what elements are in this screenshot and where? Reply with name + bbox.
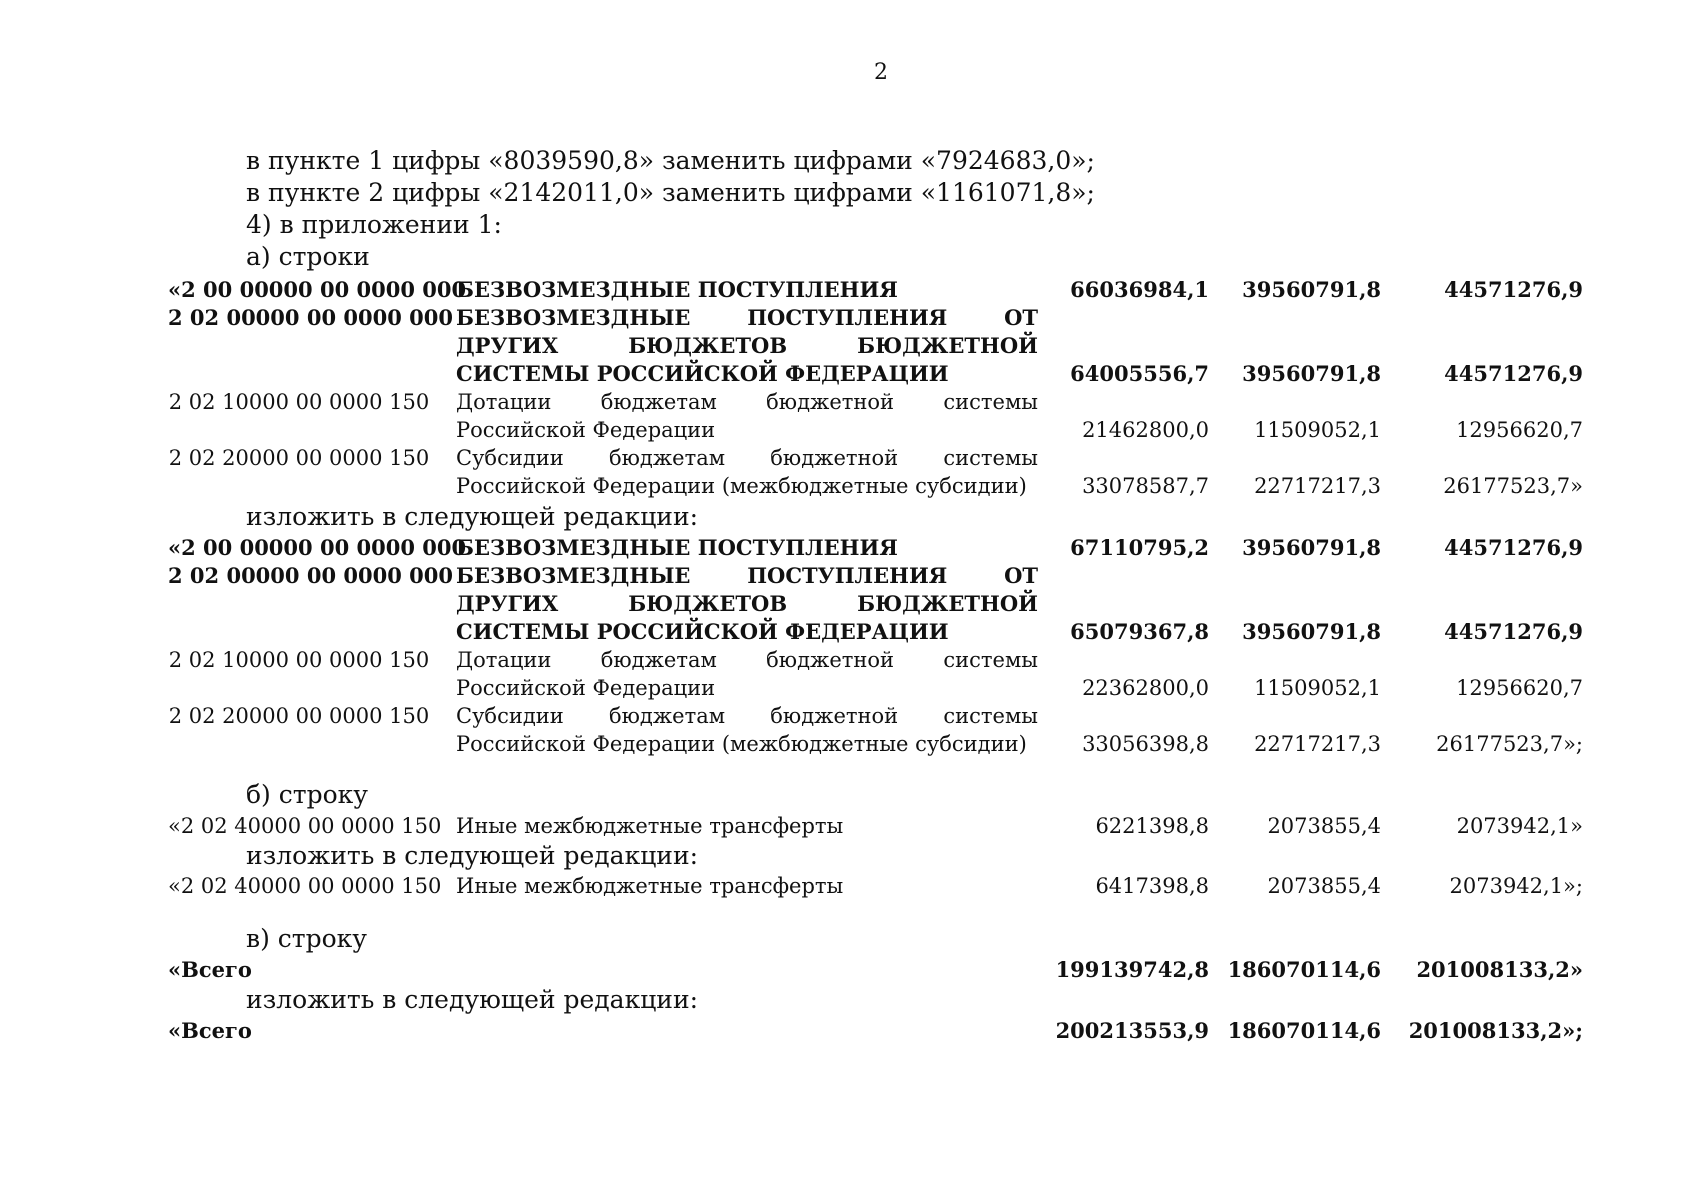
row-value-3: 2073942,1» [1456, 814, 1583, 838]
row-description: БЕЗВОЗМЕЗДНЫЕ ПОСТУПЛЕНИЯ ОТ ДРУГИХ БЮДЖЕТОВ БЮДЖЕТНОЙ СИСТЕМЫ РОССИЙСКОЙ ФЕДЕРАЦИИ [456, 305, 1038, 386]
row-value-2: 39560791,8 [1242, 535, 1381, 560]
amend-paragraph-2: в пункте 2 цифры «2142011,0» заменить цифрами «1161071,8»; [246, 178, 1095, 207]
subsection-b-heading: б) строку [246, 780, 368, 809]
total-label: «Всего [168, 1018, 252, 1043]
amend-paragraph-1: в пункте 1 цифры «8039590,8» заменить цифрами «7924683,0»; [246, 146, 1095, 175]
row-value-2: 186070114,6 [1227, 1018, 1381, 1043]
replacement-heading-a: изложить в следующей редакции: [246, 502, 699, 531]
row-value-1: 22362800,0 [1082, 676, 1209, 700]
row-code: «2 02 40000 00 0000 150 [168, 874, 442, 898]
row-value-3: 12956620,7 [1456, 676, 1583, 700]
row-description: БЕЗВОЗМЕЗДНЫЕ ПОСТУПЛЕНИЯ [456, 535, 898, 560]
row-value-2: 22717217,3 [1254, 474, 1381, 498]
row-code: 2 02 10000 00 0000 150 [168, 648, 430, 672]
replacement-heading-b: изложить в следующей редакции: [246, 841, 699, 870]
row-description: Дотации бюджетам бюджетной системы Российской Федерации [456, 390, 1038, 442]
row-value-2: 22717217,3 [1254, 732, 1381, 756]
row-value-1: 33056398,8 [1082, 732, 1209, 756]
row-value-1: 65079367,8 [1070, 619, 1209, 644]
row-value-3: 44571276,9 [1444, 535, 1583, 560]
row-value-1: 33078587,7 [1082, 474, 1209, 498]
row-value-3: 201008133,2»; [1408, 1018, 1583, 1043]
page-number: 2 [874, 60, 888, 85]
row-value-3: 2073942,1»; [1449, 874, 1583, 898]
row-value-2: 2073855,4 [1267, 814, 1381, 838]
row-value-2: 11509052,1 [1254, 676, 1381, 700]
row-value-3: 44571276,9 [1444, 619, 1583, 644]
row-code: «2 02 40000 00 0000 150 [168, 814, 442, 838]
row-value-3: 44571276,9 [1444, 277, 1583, 302]
row-value-3: 26177523,7» [1443, 474, 1583, 498]
row-code: 2 02 10000 00 0000 150 [168, 390, 430, 414]
row-value-1: 199139742,8 [1055, 957, 1209, 982]
row-description: Иные межбюджетные трансферты [456, 814, 844, 838]
row-value-2: 39560791,8 [1242, 361, 1381, 386]
row-value-2: 186070114,6 [1227, 957, 1381, 982]
row-description: БЕЗВОЗМЕЗДНЫЕ ПОСТУПЛЕНИЯ [456, 277, 898, 302]
row-value-1: 66036984,1 [1070, 277, 1209, 302]
row-value-1: 21462800,0 [1082, 418, 1209, 442]
total-label: «Всего [168, 957, 252, 982]
row-value-1: 200213553,9 [1055, 1018, 1209, 1043]
row-value-2: 11509052,1 [1254, 418, 1381, 442]
row-code: 2 02 20000 00 0000 150 [168, 446, 430, 470]
amend-paragraph-3: 4) в приложении 1: [246, 210, 502, 239]
row-code: «2 00 00000 00 0000 000 [168, 535, 467, 560]
row-code: «2 00 00000 00 0000 000 [168, 277, 467, 302]
row-value-3: 26177523,7»; [1436, 732, 1583, 756]
row-value-1: 6417398,8 [1095, 874, 1209, 898]
row-description: Субсидии бюджетам бюджетной системы Российской Федерации (межбюджетные субсидии) [456, 704, 1038, 756]
row-value-2: 39560791,8 [1242, 619, 1381, 644]
row-value-2: 2073855,4 [1267, 874, 1381, 898]
row-code: 2 02 00000 00 0000 000 [168, 305, 453, 330]
row-value-3: 44571276,9 [1444, 361, 1583, 386]
row-description: Субсидии бюджетам бюджетной системы Российской Федерации (межбюджетные субсидии) [456, 446, 1038, 498]
row-value-3: 12956620,7 [1456, 418, 1583, 442]
row-description: Иные межбюджетные трансферты [456, 874, 844, 898]
row-code: 2 02 00000 00 0000 000 [168, 563, 453, 588]
row-value-3: 201008133,2» [1416, 957, 1583, 982]
row-code: 2 02 20000 00 0000 150 [168, 704, 430, 728]
replacement-heading-c: изложить в следующей редакции: [246, 985, 699, 1014]
row-value-2: 39560791,8 [1242, 277, 1381, 302]
subsection-c-heading: в) строку [246, 924, 367, 953]
row-description: Дотации бюджетам бюджетной системы Российской Федерации [456, 648, 1038, 700]
row-value-1: 64005556,7 [1070, 361, 1209, 386]
subsection-a-heading: а) строки [246, 242, 370, 271]
row-value-1: 6221398,8 [1095, 814, 1209, 838]
row-value-1: 67110795,2 [1070, 535, 1209, 560]
row-description: БЕЗВОЗМЕЗДНЫЕ ПОСТУПЛЕНИЯ ОТ ДРУГИХ БЮДЖЕТОВ БЮДЖЕТНОЙ СИСТЕМЫ РОССИЙСКОЙ ФЕДЕРАЦИИ [456, 563, 1038, 644]
